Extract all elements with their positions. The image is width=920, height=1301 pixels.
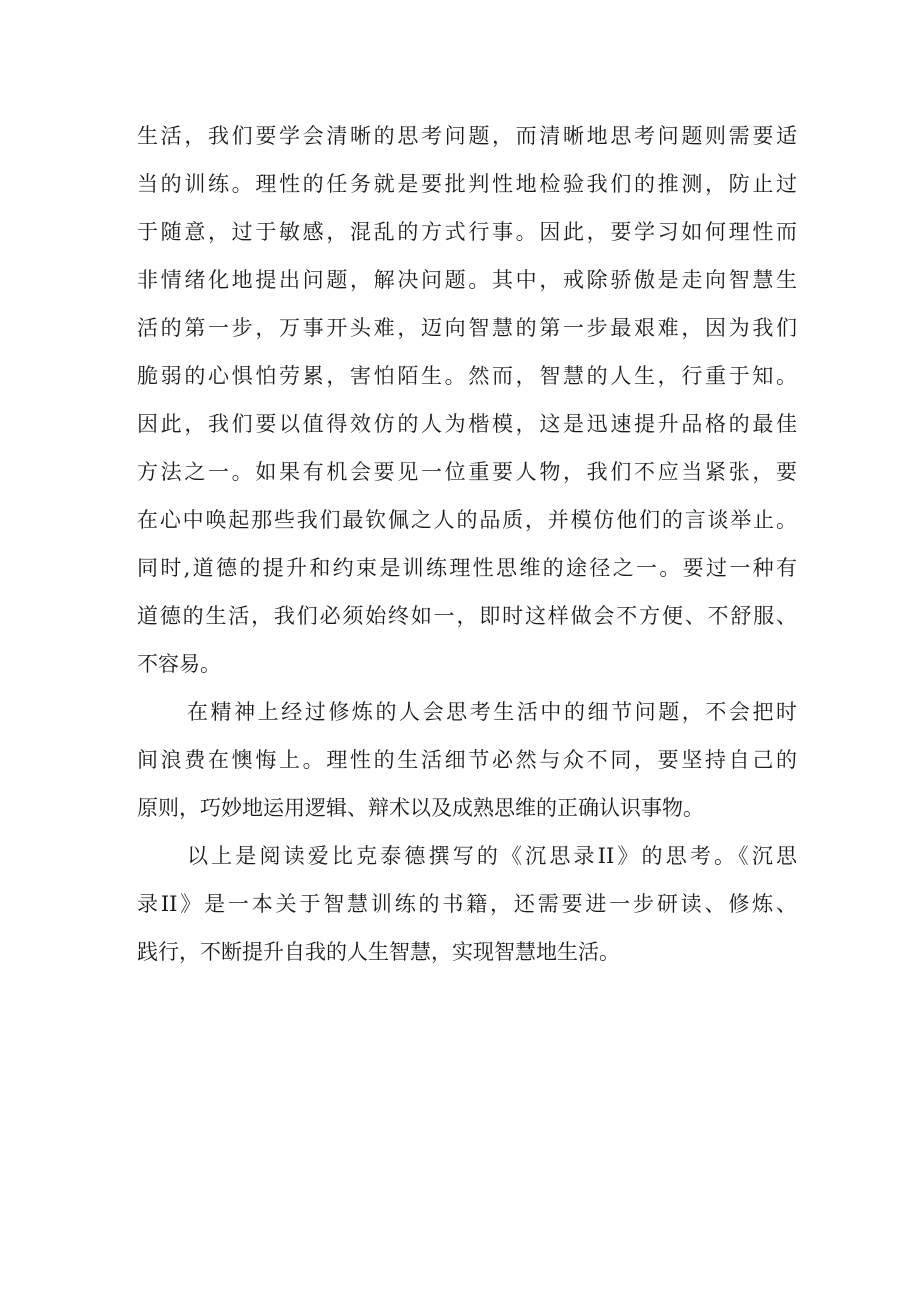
text-line: 活的第一步，万事开头难，迈向智慧的第一步最艰难，因为我们 (137, 316, 797, 340)
text-line: 间浪费在懊悔上。理性的生活细节必然与众不同，要坚持自己的 (137, 748, 797, 772)
paragraph-3 (137, 832, 797, 976)
text-line: 因此，我们要以值得效仿的人为楷模，这是迅速提升品格的最佳 (137, 412, 797, 436)
text-line: 道德的生活，我们必须始终如一，即时这样做会不方便、不舒服、 (137, 604, 797, 628)
text-line: 在心中唤起那些我们最钦佩之人的品质，并模仿他们的言谈举止。 (137, 508, 797, 532)
text-line: 脆弱的心惧怕劳累，害怕陌生。然而，智慧的人生，行重于知。 (137, 364, 797, 388)
text-line: 生活，我们要学会清晰的思考问题，而清晰地思考问题则需要适 (137, 124, 797, 148)
text-line: 原则，巧妙地运用逻辑、辩术以及成熟思维的正确认识事物。 (137, 796, 704, 820)
text-line: 践行，不断提升自我的人生智慧，实现智慧地生活。 (137, 940, 620, 964)
text-line: 方法之一。如果有机会要见一位重要人物，我们不应当紧张，要 (137, 460, 797, 484)
paragraph-2 (137, 688, 797, 832)
text-line: 在精神上经过修炼的人会思考生活中的细节问题，不会把时 (187, 700, 797, 724)
text-line: 以上是阅读爱比克泰德撰写的《沉思录II》的思考。《沉思 (187, 844, 797, 868)
text-line: 同时,道德的提升和约束是训练理性思维的途径之一。要过一种有 (137, 556, 797, 580)
text-line: 非情绪化地提出问题，解决问题。其中，戒除骄傲是走向智慧生 (137, 268, 797, 292)
text-line: 于随意，过于敏感，混乱的方式行事。因此，要学习如何理性而 (137, 220, 797, 244)
document-body (137, 112, 797, 976)
text-line: 当的训练。理性的任务就是要批判性地检验我们的推测，防止过 (137, 172, 797, 196)
paragraph-1 (137, 112, 797, 688)
text-line: 不容易。 (137, 652, 221, 676)
text-line: 录II》是一本关于智慧训练的书籍，还需要进一步研读、修炼、 (137, 892, 797, 916)
